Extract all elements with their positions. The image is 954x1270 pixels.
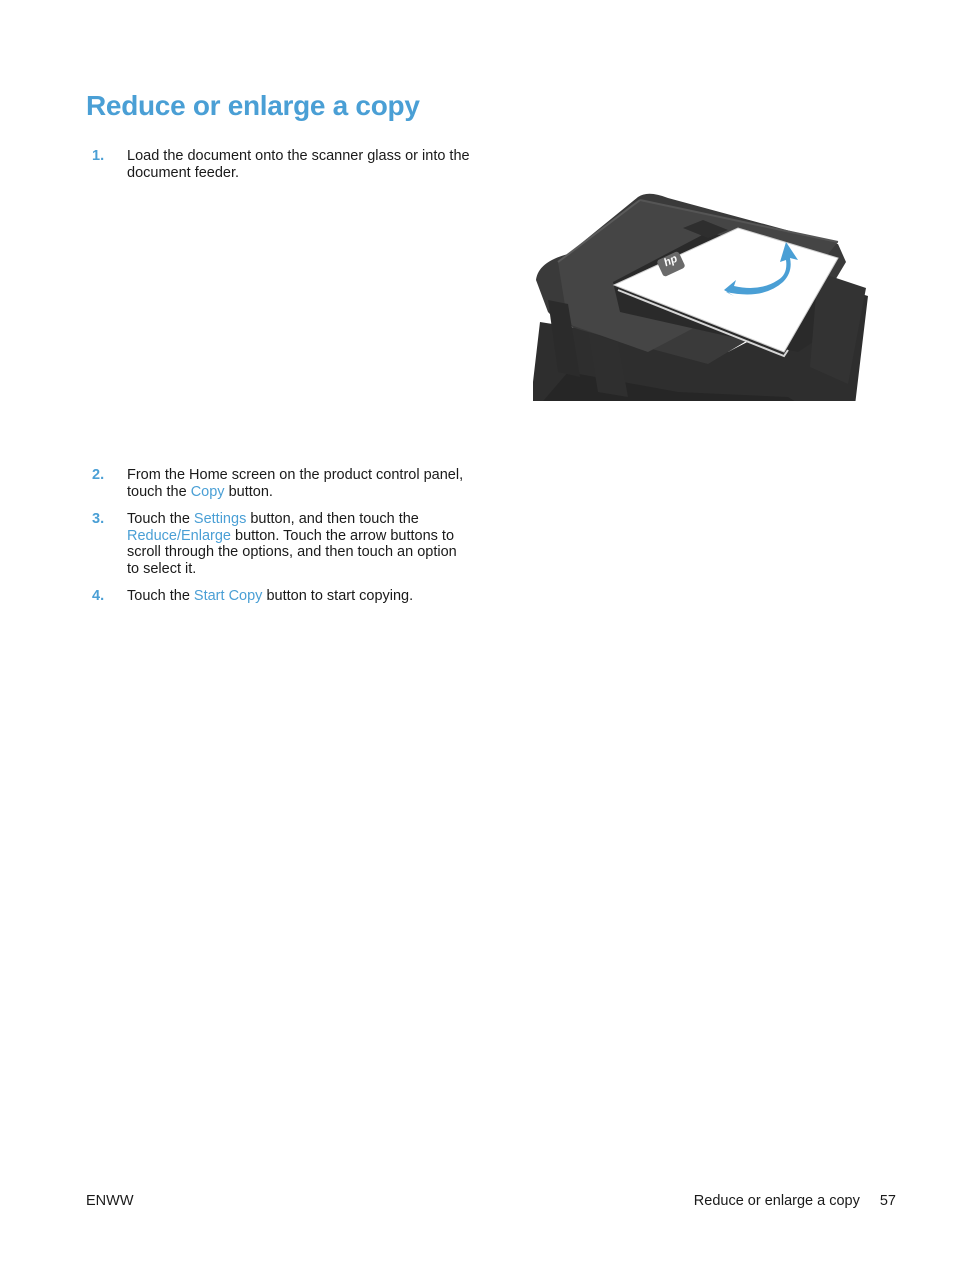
- settings-button-reference: Settings: [193, 511, 247, 527]
- step-number: 4.: [92, 588, 105, 604]
- step-1: [92, 148, 472, 181]
- step-number: 2.: [92, 467, 105, 483]
- hp-logo-icon: hp: [662, 252, 680, 270]
- copy-button-reference: Copy: [190, 483, 225, 500]
- step-number: 1.: [92, 148, 105, 164]
- step-text: [127, 467, 472, 500]
- page-title: Reduce or enlarge a copy: [86, 90, 420, 121]
- step-text-part: button to start copying.: [262, 588, 414, 604]
- step-2: [92, 467, 472, 500]
- footer-section-title: Reduce or enlarge a copy: [693, 1193, 860, 1209]
- reduce-enlarge-button-reference: Reduce/Enlarge: [127, 527, 231, 544]
- step-text: [127, 588, 472, 605]
- step-text-part: Touch the: [127, 588, 194, 604]
- step-text-part: button.: [224, 483, 273, 500]
- step-text: Load the document onto the scanner glass or into the document feeder.: [127, 148, 470, 181]
- step-3: [92, 511, 472, 577]
- step-text-part: From the Home screen on the product control panel, touch the: [127, 467, 464, 500]
- page-number: 57: [879, 1193, 896, 1209]
- start-copy-button-reference: Start Copy: [193, 588, 263, 604]
- footer-left: ENWW: [86, 1193, 134, 1209]
- step-text-part: Touch the: [127, 511, 194, 527]
- step-text: [127, 511, 472, 577]
- step-text-part: button. Touch the arrow buttons to scroll through the options, and then touch an option to select it.: [127, 527, 457, 577]
- step-text-part: button, and then touch the: [246, 511, 419, 527]
- printer-illustration: [528, 192, 874, 404]
- footer-right: [694, 1193, 896, 1209]
- step-4: [92, 588, 472, 605]
- step-number: 3.: [92, 511, 105, 527]
